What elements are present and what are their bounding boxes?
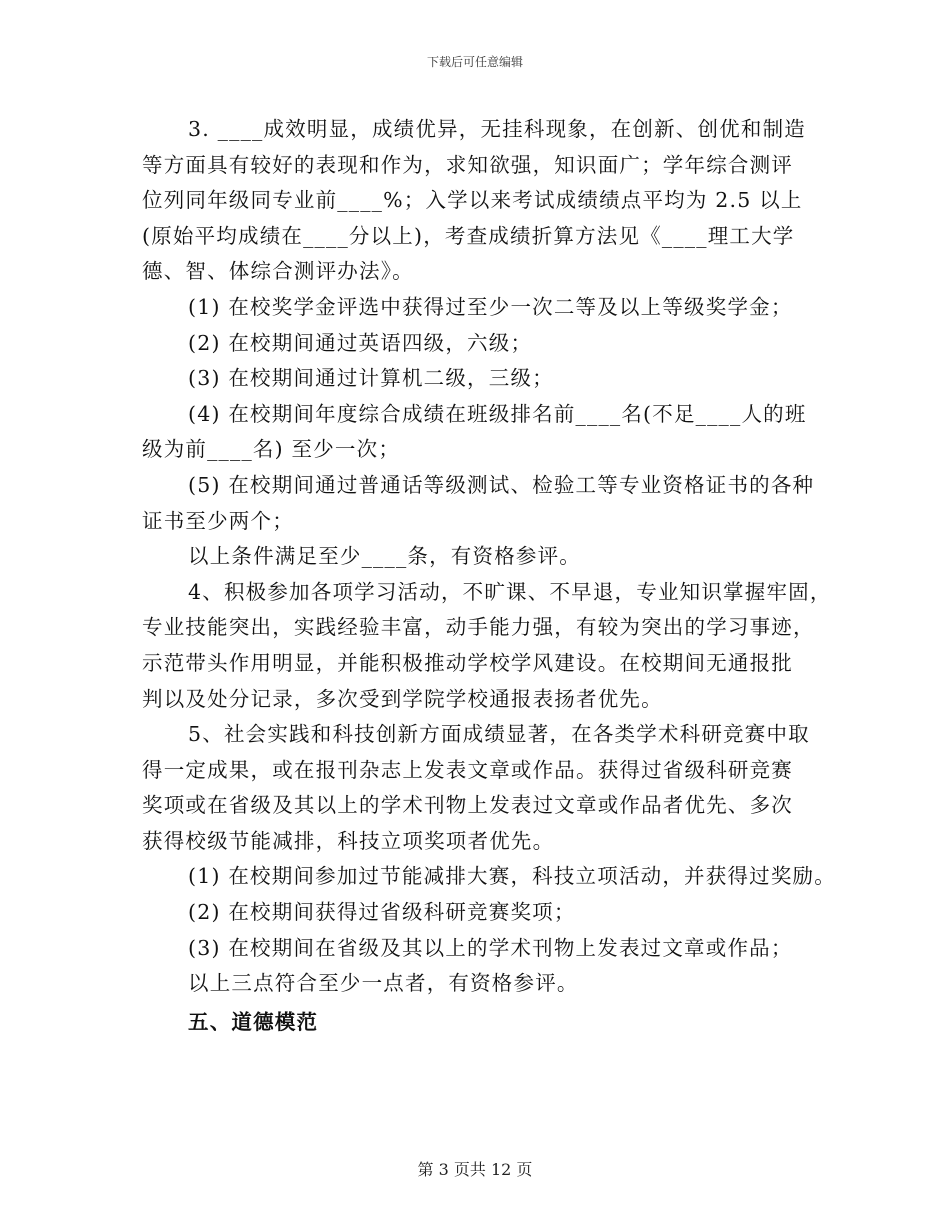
paragraph-line: 得一定成果，或在报刊杂志上发表文章或作品。获得过省级科研竞赛 [142, 757, 793, 782]
paragraph-line: 以上条件满足至少____条，有资格参评。 [188, 544, 581, 569]
paragraph-line: 位列同年级同专业前____%；入学以来考试成绩绩点平均为 2.5 以上 [142, 188, 803, 213]
list-item: (2) 在校期间获得过省级科研竞赛奖项； [188, 900, 576, 925]
list-item: (3) 在校期间在省级及其以上的学术刊物上发表过文章或作品； [188, 935, 793, 960]
paragraph-line: 判以及处分记录，多次受到学院学校通报表扬者优先。 [142, 686, 663, 711]
paragraph-line: 以上三点符合至少一点者，有资格参评。 [188, 971, 579, 996]
paragraph-line: 3. ____成效明显，成绩优异，无挂科现象，在创新、创优和制造 [188, 117, 806, 141]
paragraph-line: (原始平均成绩在____分以上)，考查成绩折算方法见《____理工大学 [142, 223, 795, 248]
paragraph-line: 等方面具有较好的表现和作为，求知欲强，知识面广；学年综合测评 [142, 152, 793, 177]
page-number: 第 3 页共 12 页 [417, 1160, 533, 1179]
header-note: 下载后可任意编辑 [426, 55, 523, 69]
paragraph-line: 奖项或在省级及其以上的学术刊物上发表过文章或作品者优先、多次 [142, 793, 793, 818]
document-body [142, 112, 836, 1040]
paragraph-line: 4、积极参加各项学习活动，不旷课、不早退，专业知识掌握牢固， [188, 579, 832, 604]
list-item: (1) 在校奖学金评选中获得过至少一次二等及以上等级奖学金； [188, 294, 793, 319]
list-item: (3) 在校期间通过计算机二级，三级； [188, 366, 554, 391]
section-heading: 五、道德模范 [188, 1009, 319, 1034]
paragraph-line: 德、智、体综合测评办法》。 [142, 259, 414, 284]
paragraph-line: 示范带头作用明显，并能积极推动学校学风建设。在校期间无通报批 [142, 650, 793, 675]
list-item: (1) 在校期间参加过节能减排大赛，科技立项活动，并获得过奖励。 [188, 864, 836, 889]
list-item: (5) 在校期间通过普通话等级测试、检验工等专业资格证书的各种 [188, 472, 815, 497]
paragraph-line: 专业技能突出，实践经验丰富，动手能力强，有较为突出的学习事迹， [142, 615, 815, 640]
paragraph-line: 证书至少两个； [142, 508, 294, 533]
paragraph-line: 5、社会实践和科技创新方面成绩显著，在各类学术科研竞赛中取 [188, 722, 810, 747]
list-item: (4) 在校期间年度综合成绩在班级排名前____名(不足____人的班 [188, 401, 807, 426]
paragraph-line: 获得校级节能减排，科技立项奖项者优先。 [142, 828, 555, 853]
paragraph-line: 级为前____名) 至少一次； [142, 437, 401, 462]
list-item: (2) 在校期间通过英语四级，六级； [188, 330, 533, 355]
